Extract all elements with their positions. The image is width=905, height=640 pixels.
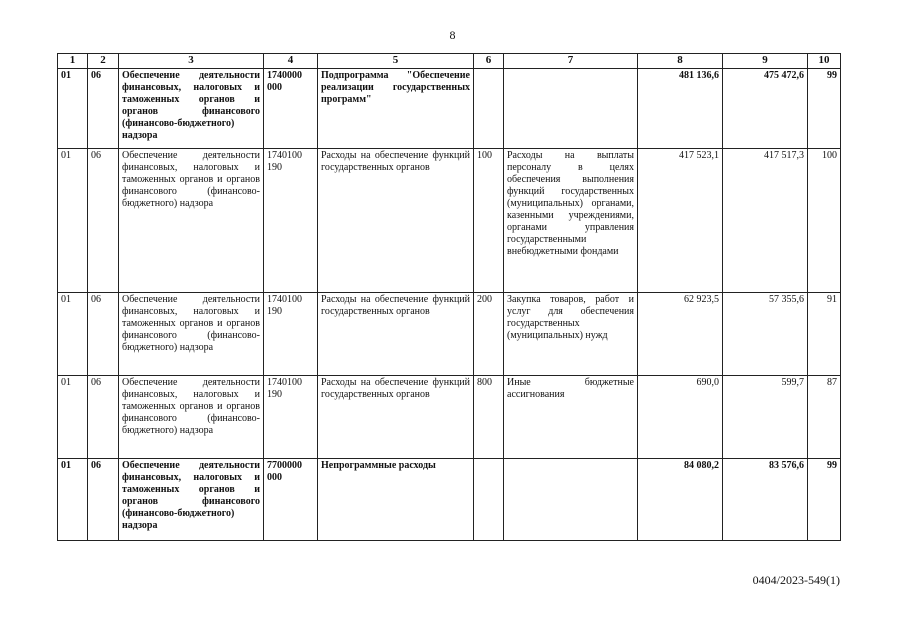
execution-percent: 87 xyxy=(808,376,841,459)
target-article-name: Подпрограмма "Обеспечение реализации государственных программ" xyxy=(318,69,474,149)
target-article-code: 1740000 000 xyxy=(264,69,318,149)
section-code: 01 xyxy=(58,293,88,376)
column-header: 1 xyxy=(58,54,88,69)
budget-table xyxy=(57,53,841,541)
section-name: Обеспечение деятельности финансовых, налоговых и таможенных органов и органов финансового (финансово-бюджетного) надзора xyxy=(119,149,264,293)
expense-type-name: Расходы на выплаты персоналу в целях обеспечения выполнения функций государственных (муниципальных) органами, казенными учреждениями, органами управления государственными внебюджетными фондами xyxy=(504,149,638,293)
column-header: 8 xyxy=(638,54,723,69)
target-article-code: 1740100 190 xyxy=(264,293,318,376)
target-article-code: 1740100 190 xyxy=(264,149,318,293)
execution-percent: 91 xyxy=(808,293,841,376)
executed-amount: 417 517,3 xyxy=(723,149,808,293)
subsection-code: 06 xyxy=(88,459,119,541)
column-header: 7 xyxy=(504,54,638,69)
section-code: 01 xyxy=(58,149,88,293)
expense-type-code: 200 xyxy=(474,293,504,376)
planned-amount: 690,0 xyxy=(638,376,723,459)
section-code: 01 xyxy=(58,459,88,541)
target-article-code: 7700000 000 xyxy=(264,459,318,541)
document-code: 0404/2023-549(1) xyxy=(752,573,840,587)
section-name: Обеспечение деятельности финансовых, налоговых и таможенных органов и органов финансового (финансово-бюджетного) надзора xyxy=(119,69,264,149)
executed-amount: 57 355,6 xyxy=(723,293,808,376)
table-row xyxy=(58,459,841,541)
target-article-code: 1740100 190 xyxy=(264,376,318,459)
executed-amount: 599,7 xyxy=(723,376,808,459)
expense-type-code xyxy=(474,69,504,149)
expense-type-name xyxy=(504,69,638,149)
planned-amount: 84 080,2 xyxy=(638,459,723,541)
column-header: 6 xyxy=(474,54,504,69)
section-name: Обеспечение деятельности финансовых, налоговых и таможенных органов и органов финансового (финансово-бюджетного) надзора xyxy=(119,376,264,459)
target-article-name: Непрограммные расходы xyxy=(318,459,474,541)
subsection-code: 06 xyxy=(88,69,119,149)
expense-type-code: 100 xyxy=(474,149,504,293)
subsection-code: 06 xyxy=(88,376,119,459)
executed-amount: 83 576,6 xyxy=(723,459,808,541)
target-article-name: Расходы на обеспечение функций государственных органов xyxy=(318,376,474,459)
planned-amount: 417 523,1 xyxy=(638,149,723,293)
execution-percent: 99 xyxy=(808,69,841,149)
execution-percent: 99 xyxy=(808,459,841,541)
target-article-name: Расходы на обеспечение функций государственных органов xyxy=(318,149,474,293)
table-row xyxy=(58,376,841,459)
section-code: 01 xyxy=(58,69,88,149)
column-header: 9 xyxy=(723,54,808,69)
subsection-code: 06 xyxy=(88,293,119,376)
target-article-name: Расходы на обеспечение функций государственных органов xyxy=(318,293,474,376)
subsection-code: 06 xyxy=(88,149,119,293)
column-header: 4 xyxy=(264,54,318,69)
section-code: 01 xyxy=(58,376,88,459)
section-name: Обеспечение деятельности финансовых, налоговых и таможенных органов и органов финансового (финансово-бюджетного) надзора xyxy=(119,293,264,376)
expense-type-code xyxy=(474,459,504,541)
executed-amount: 475 472,6 xyxy=(723,69,808,149)
column-header: 5 xyxy=(318,54,474,69)
table-header-row xyxy=(58,54,841,69)
page-number: 8 xyxy=(449,28,456,42)
expense-type-name: Иные бюджетные ассигнования xyxy=(504,376,638,459)
column-header: 10 xyxy=(808,54,841,69)
column-header: 3 xyxy=(119,54,264,69)
expense-type-name: Закупка товаров, работ и услуг для обеспечения государственных (муниципальных) нужд xyxy=(504,293,638,376)
expense-type-name xyxy=(504,459,638,541)
expense-type-code: 800 xyxy=(474,376,504,459)
table-row xyxy=(58,149,841,293)
planned-amount: 62 923,5 xyxy=(638,293,723,376)
section-name: Обеспечение деятельности финансовых, налоговых и таможенных органов и органов финансового (финансово-бюджетного) надзора xyxy=(119,459,264,541)
table-row xyxy=(58,69,841,149)
execution-percent: 100 xyxy=(808,149,841,293)
column-header: 2 xyxy=(88,54,119,69)
planned-amount: 481 136,6 xyxy=(638,69,723,149)
table-row xyxy=(58,293,841,376)
